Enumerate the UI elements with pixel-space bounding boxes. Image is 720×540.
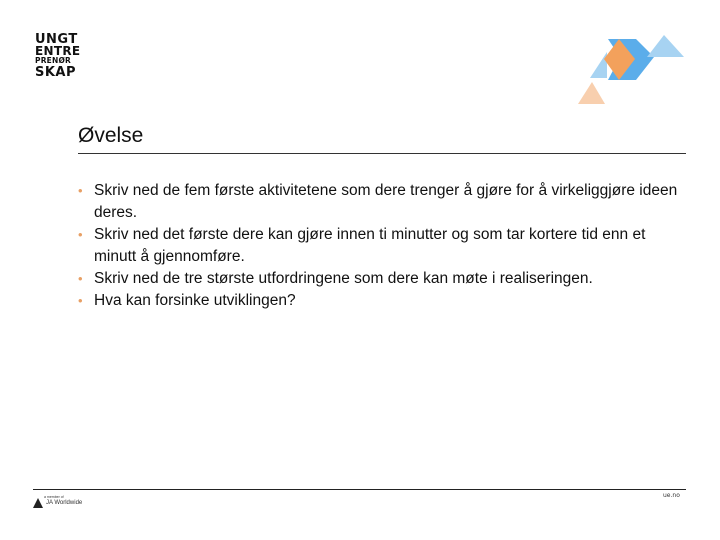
org-name: JA Worldwide xyxy=(46,500,83,506)
light-blue-triangle-right xyxy=(647,35,684,57)
logo-line-3: PRENØR xyxy=(35,56,72,65)
bullet-text: Hva kan forsinke utviklingen? xyxy=(94,292,296,309)
bullet-dot-icon: • xyxy=(78,227,83,242)
footer-url: ue.no xyxy=(663,492,680,499)
member-text: a member of xyxy=(44,495,64,499)
bullet-text: Skriv ned de fem første aktivitetene som dere trenger å gjøre for å virkeliggjøre ideen deres. xyxy=(94,182,678,221)
bullet-item xyxy=(76,290,688,312)
title-divider xyxy=(78,153,686,154)
bullet-item xyxy=(76,224,688,268)
logo-line-4: SKAP xyxy=(35,65,77,80)
light-blue-triangle xyxy=(590,52,607,78)
logo-line-1: UNGT xyxy=(35,32,78,47)
bullet-item xyxy=(76,180,688,224)
ja-worldwide-logo xyxy=(33,495,93,511)
bullet-list xyxy=(76,180,688,312)
ja-triangle-icon xyxy=(33,498,43,508)
footer-divider xyxy=(33,489,686,490)
bullet-item xyxy=(76,268,688,290)
bullet-text: Skriv ned de tre største utfordringene som dere kan møte i realiseringen. xyxy=(94,270,593,287)
bullet-dot-icon: • xyxy=(78,271,83,286)
bullet-text: Skriv ned det første dere kan gjøre innen ti minutter og som tar kortere tid enn et minutt å gjennomføre. xyxy=(94,226,646,265)
bullet-dot-icon: • xyxy=(78,183,83,198)
slide-title: Øvelse xyxy=(78,124,144,147)
peach-triangle xyxy=(578,82,605,104)
decorative-shapes-icon xyxy=(575,30,690,110)
bullet-dot-icon: • xyxy=(78,293,83,308)
ue-logo xyxy=(35,33,85,78)
logo-line-2: ENTRE xyxy=(35,44,81,58)
